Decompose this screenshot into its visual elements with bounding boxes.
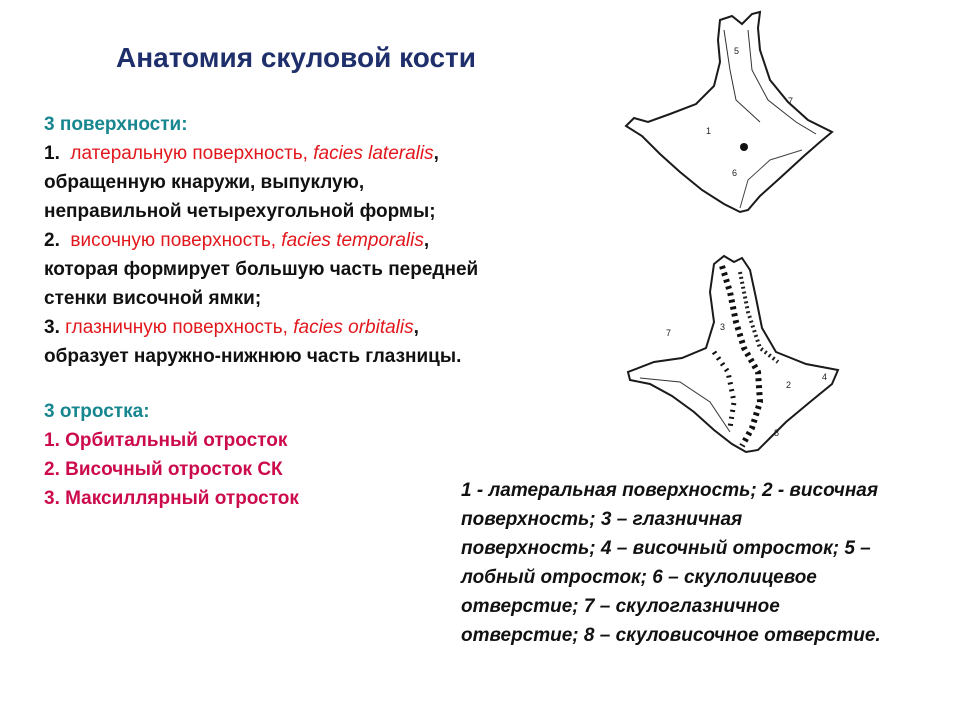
figure-label: 2	[786, 380, 792, 390]
surface-term: височную поверхность,	[70, 230, 277, 251]
processes-heading: 3 отростка:	[44, 401, 150, 422]
figure-label: 8	[774, 428, 780, 438]
process-item: 3. Максиллярный отросток	[44, 488, 299, 509]
surfaces-text-block	[44, 110, 484, 513]
surface-description: , образует наружно-нижнюю часть глазницы.	[44, 317, 462, 367]
figure-caption: 1 - латеральная поверхность; 2 - височная поверхность; 3 – глазничная поверхность; 4 – височный отросток; 5 – лобный отросток; 6 – скулолицевое отверстие; 7 – скулоглазничное отверстие; 8 – скуловисочное отверстие.	[461, 480, 881, 646]
surface-term: латеральную поверхность,	[70, 143, 308, 164]
figure-label: 5	[734, 46, 740, 56]
page-title: Анатомия скуловой кости	[116, 42, 476, 73]
surface-item-orbital	[44, 313, 484, 371]
zygomatic-bone-lateral-figure	[620, 10, 870, 220]
process-item: 1. Орбитальный отросток	[44, 430, 288, 451]
surface-latin: facies orbitalis	[293, 317, 414, 338]
figure-label: 7	[666, 328, 672, 338]
surface-latin: facies lateralis	[313, 143, 434, 164]
surface-latin: facies temporalis	[281, 230, 424, 251]
surface-number: 2.	[44, 230, 60, 251]
figure-label: 3	[720, 322, 726, 332]
figure-label: 6	[732, 168, 738, 178]
surface-description: , которая формирует большую часть передней стенки височной ямки;	[44, 230, 479, 309]
surface-item-temporal	[44, 226, 484, 313]
process-item: 2. Височный отросток СК	[44, 459, 283, 480]
figure-label: 4	[822, 372, 828, 382]
bone-outline	[628, 256, 838, 452]
surface-number: 3.	[44, 317, 60, 338]
foramen-mark	[740, 143, 748, 151]
surfaces-heading: 3 поверхности:	[44, 114, 188, 135]
surface-item-lateral	[44, 139, 484, 226]
figure-label: 7	[788, 96, 794, 106]
surface-number: 1.	[44, 143, 60, 164]
surface-description: , обращенную кнаружи, выпуклую, неправильной четырехугольной формы;	[44, 143, 439, 222]
bone-outline	[626, 12, 832, 212]
figure-label: 1	[706, 126, 712, 136]
surface-term: глазничную поверхность,	[65, 317, 288, 338]
zygomatic-bone-medial-figure	[610, 252, 860, 462]
spacer	[44, 371, 484, 397]
